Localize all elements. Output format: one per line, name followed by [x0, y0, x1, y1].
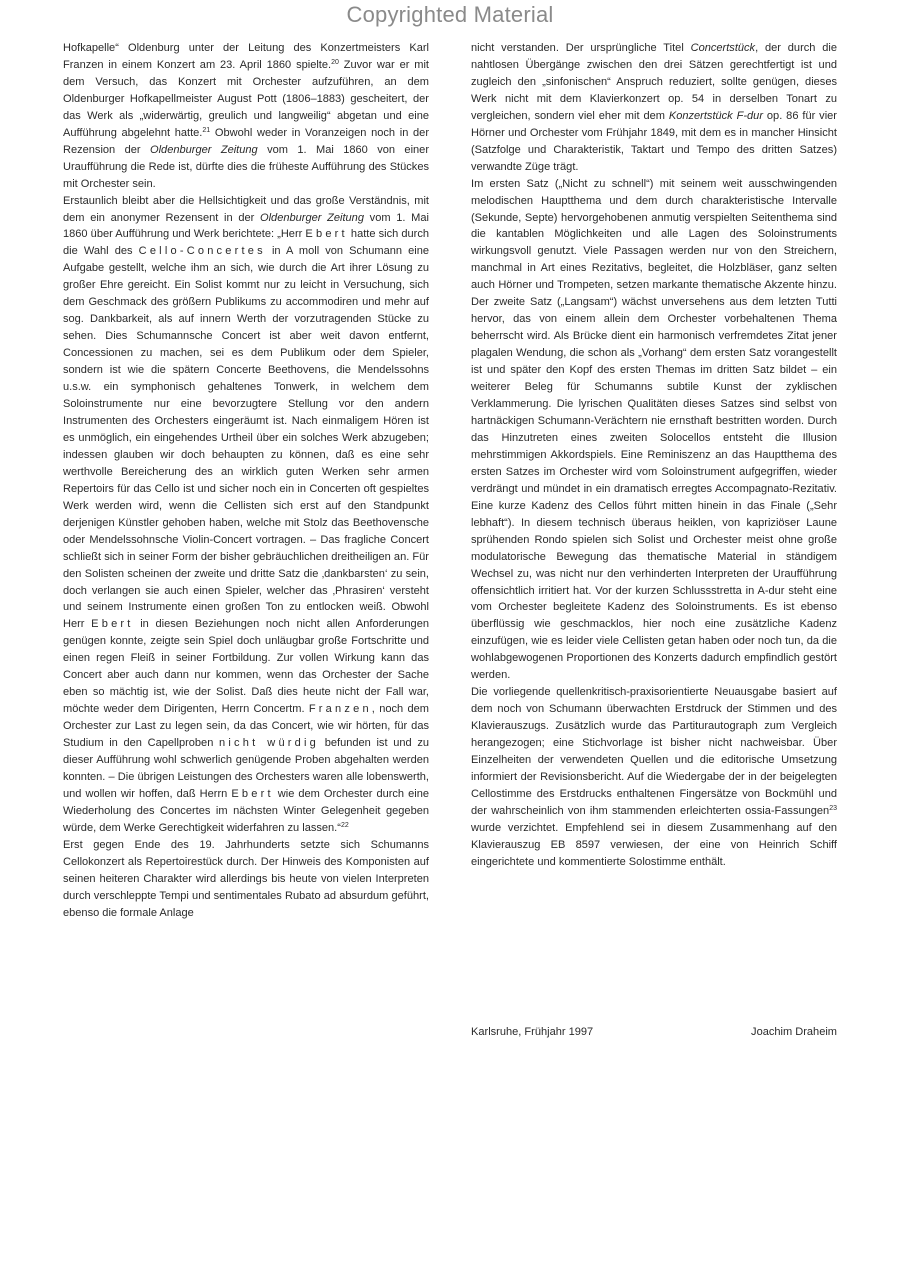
spaced-name: Cello-Concertes [138, 245, 266, 258]
left-column [63, 40, 429, 922]
spaced-name: Franzen [308, 703, 372, 716]
footnote-ref: 20 [331, 58, 339, 66]
place-date: Karlsruhe, Frühjahr 1997 [471, 1026, 594, 1038]
paragraph: nicht verstanden. Der ursprüngliche Titel Concertstück, der durch die nahtlosen Übergänge zwischen den drei Sätzen gerechtfertigt ist und zugleich den „sinfonischen“ Anspruch reduziert, sollte genügen, dieses Werk nicht mit dem Klavierkonzert op. 54 in derselben Tonart zu vergleichen, sondern viel eher mit dem Konzertstück F-dur op. 86 für vier Hörner und Orchester vom Frühjahr 1849, mit dem es in mancher Hinsicht (Satzfolge und Charakteristik, Taktart und Tempo des dritten Satzes) verwandte Züge trägt. [471, 42, 837, 173]
footnote-ref: 22 [340, 821, 349, 829]
author-name: Joachim Draheim [751, 1026, 837, 1038]
paragraph: Hofkapelle“ Oldenburg unter der Leitung des Konzertmeisters Karl Franzen in einem Konzert am 23. April 1860 spielte.$^{20}$ Zuvor war er mit dem Versuch, das Konzert mit Orchester aufzuführen, an dem Oldenburger Hofkapellmeister August Pott (1806–1883) gescheitert, der das Werk als „widerwärtig, greulich und langweilig“ abgetan und eine Aufführung abgelehnt hatte.$^{21}$ Obwohl weder in Voranzeigen noch in der Rezension der Oldenburger Zeitung vom 1. Mai 1860 von einer Uraufführung die Rede ist, dürfte dies die früheste Aufführung des Stückes mit Orchester sein. [63, 42, 429, 190]
paragraph: Erst gegen Ende des 19. Jahrhunderts setzte sich Schumanns Cellokonzert als Repertoirestück durch. Der Hinweis des Komponisten auf seinen heiteren Charakter wird allerdings bis heute von vielen Interpreten durch verschleppte Tempi und sentimentales Rubato ad absurdum geführt, ebenso die formale Anlage [63, 838, 429, 919]
footnote-ref: 23 [829, 804, 837, 812]
right-column [471, 40, 837, 871]
paragraph: Im ersten Satz („Nicht zu schnell“) mit seinem weit ausschwingenden melodischen Hauptthema und dem durch charakteristische Intervalle (Sekunde, Septe) hervorgehobenen anmutig verspielten Seitenthema sind die kantablen Möglichkeiten und alle Lagen des Soloinstruments wirkungsvoll genutzt. Viele Passagen werden nur von den Streichern, manchmal in Art eines Rezitativs, begleitet, die Holzbläser, ganz selten auch Hörner und Trompeten, setzen markante thematische Akzente hinzu. Der zweite Satz („Langsam“) wächst unversehens aus dem letzten Tutti hervor, das von einem allein dem Orchester vorbehaltenen Thema beherrscht wird. Als Brücke dient ein harmonisch verfremdetes Zitat jener plagalen Wendung, die schon als „Vorhang“ dem ersten Satz vorangestellt ist und später den Kopf des ersten Themas im dritten Satz bildet – ein weiterer Beleg für Schumanns subtile Kunst der zyklischen Verklammerung. Die lyrischen Qualitäten dieses Satzes sind selbst von hartnäckigen Schumann-Verächtern nie ernsthaft bestritten worden. Durch das Hinzutreten eines zweiten Solocellos entsteht die Illusion mehrstimmigen Akkordspiels. Eine Reminiszenz an das Hauptthema des ersten Satzes im Orchester wird vom Soloinstrument aufgegriffen, wieder verdrängt und mündet in ein dramatisch erregtes Accompagnato-Rezitativ. Eine kurze Kadenz des Cellos führt mitten hinein in das Finale („Sehr lebhaft“). In diesem technisch überaus heiklen, von kapriziöser Laune sprühenden Rondo spielen sich Solist und Orchester meist ohne große modulatorische Bewegung das thematische Material in ständigem Wechsel zu, was nicht nur den verhinderten Interpreten der Uraufführung offensichtlich irritiert hat. Vor der kurzen Schlussstretta in A-dur steht eine vom Orchester begleitete Kadenz des Soloinstruments. Es ist ebenso überflüssig wie geschmacklos, hier noch eine zusätzliche Kadenz einzufügen, wie es leider viele Cellisten getan haben oder noch tun, da die wohlabgewogenen Proportionen des Konzerts dadurch empfindlich gestört werden. [471, 177, 837, 682]
spaced-emphasis: nicht würdig [219, 737, 320, 750]
paragraph: Erstaunlich bleibt aber die Hellsichtigkeit und das große Verständnis, mit dem ein anonymer Rezensent in der Oldenburger Zeitung vom 1. Mai 1860 über Aufführung und Werk berichtete: „Herr Ebert hatte sich durch die Wahl des Cello-Concertes in A moll von Schumann eine Aufgabe gestellt, welche ihm an sich, wie durch die Art ihrer Lösung zu großer Ehre gereicht. Ein Solist kommt nur zu leicht in Versuchung, sich dem Geschmack des größern Publikums zu accommodiren und mehr auf sog. Dankbarkeit, als auf innern Werth der vorzutragenden Stücke zu sehen. Dies Schumannsche Concert ist aber weit davon entfernt, Concessionen zu machen, sei es dem Publikum oder dem Spieler, sondern ist wie die spätern Concerte Beethovens, die Mendelssohns u.s.w. ein symphonisch gehaltenes Tonwerk, in welchem dem Soloinstrumente nur eine bevorzugtere Stellung vor den andern Instrumenten des Orchesters eingeräumt ist. Nach einmaligem Hören ist es unmöglich, ein eingehendes Urtheil über ein solches Werk abzugeben; indessen glauben wir doch behaupten zu können, daß es eine sehr werthvolle Bereicherung des an wirklich guten Werken sehr armen Repertoirs für das Cello ist und sicher noch ein in Concerten oft gespieltes Werk werden wird, wenn die Cellisten sich erst auf den Standpunkt derjenigen Künstler gehoben haben, welche mit Stolz das Beethovensche oder Mendelssohnsche Violin-Concert vortragen. – Das fragliche Concert schließt sich in seiner Form der bisher gebräuchlichen dreitheiligen an. Für den Solisten scheinen der zweite und dritte Satz die ‚dankbarsten‘ zu sein, doch verlangen sie auch einen Spieler, welcher das ‚Phrasiren‘ versteht und seinem Instrumente einen großen Ton zu entlocken weiß. Obwohl Herr Ebert in diesen Beziehungen noch nicht allen Anforderungen genügen konnte, zeigte sein Spiel doch unläugbar große Fortschritte und einen regen Fleiß in seiner Fortbildung. Zur vollen Wirkung kann das Concert aber auch dann nur kommen, wenn das Orchester der Sache eben so mächtig ist, wie der Solist. Daß dies heute nicht der Fall war, möchte weder dem Dirigenten, Herrn Concertm. Franzen, noch dem Orchester zur Last zu legen sein, da das Concert, wie wir hörten, für das Studium in den Capellproben nicht würdig befunden ist und zu dieser Aufführung wohl schwerlich genügende Proben abgehalten werden konnten. – Die übrigen Leistungen des Orchesters waren alle lobenswerth, und wollen wir hoffen, daß Herrn Ebert wie dem Orchester durch eine Wiederholung des Concertes im nächsten Winter Gelegenheit gegeben würde, dem Werke Gerechtigkeit widerfahren zu lassen.“$^{22}$ [63, 194, 429, 834]
spaced-name: Ebert [91, 618, 134, 631]
paragraph: Die vorliegende quellenkritisch-praxisorientierte Neuausgabe basiert auf dem noch von Schumann überwachten Erstdruck der Stimmen und des Klavierauszugs. Zusätzlich wurde das Partiturautograph zum Vergleich herangezogen; eine Stichvorlage ist bisher nicht nachweisbar. Über Einzelheiten der verwendeten Quellen und die editorische Umsetzung informiert der Revisionsbericht. Auf die Wiedergabe der in der beigelegten Cellostimme des Erstdrucks enthaltenen Fingersätze von Bockmühl und der wahrscheinlich von ihm stammenden erleichterten ossia-Fassungen$^{23}$ wurde verzichtet. Empfehlend sei in diesem Zusammenhang auf den Klavierauszug EB 8597 verwiesen, der eine von Heinrich Schiff eingerichtete und kommentierte Solostimme enthält. [471, 686, 837, 868]
spaced-name: Ebert [231, 787, 274, 800]
copyright-banner: Copyrighted Material [346, 2, 554, 27]
spaced-name: Ebert [305, 228, 348, 241]
footnote-ref: 21 [202, 126, 211, 134]
